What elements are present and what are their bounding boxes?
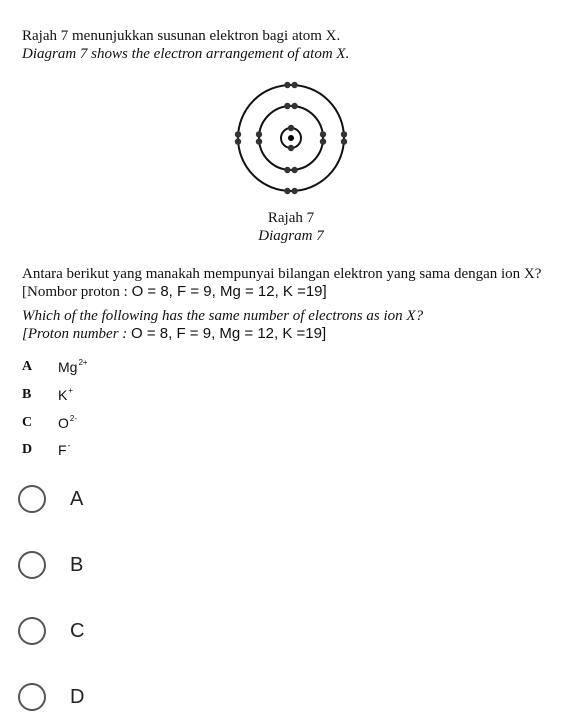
option-species: $Mg^{2+}$ bbox=[58, 358, 88, 375]
option-species: $O^{2-}$ bbox=[58, 414, 78, 431]
radio-button-icon[interactable] bbox=[18, 617, 46, 645]
option-species: F- bbox=[58, 441, 71, 458]
radio-button-icon[interactable] bbox=[18, 551, 46, 579]
choice-label: A bbox=[70, 488, 84, 510]
diagram-caption-malay: Rajah 7 bbox=[267, 210, 315, 226]
radio-button-icon[interactable] bbox=[18, 683, 46, 711]
option-species: K+ bbox=[58, 386, 74, 403]
choice-d[interactable] bbox=[18, 680, 318, 720]
electron bbox=[320, 131, 326, 137]
electron bbox=[320, 138, 326, 144]
question-malay: Antara berikut yang manakah mempunyai bilangan elektron yang sama dengan ion X? bbox=[22, 266, 542, 282]
question-english: Which of the following has the same number of electrons as ion X? bbox=[22, 308, 424, 324]
intro-line-malay: Rajah 7 menunjukkan susunan elektron bagi atom X. bbox=[22, 28, 341, 44]
proton-numbers-english: [Proton number : O = 8, F = 9, Mg = 12, K =19] bbox=[22, 325, 327, 342]
electron bbox=[284, 82, 290, 88]
diagram-caption-english: Diagram 7 bbox=[258, 228, 324, 244]
radio-button-icon[interactable] bbox=[18, 485, 46, 513]
electron bbox=[284, 188, 290, 194]
choice-c[interactable] bbox=[18, 614, 318, 654]
option-letter: A bbox=[22, 359, 33, 374]
electron bbox=[288, 145, 294, 151]
option-letter: D bbox=[22, 442, 33, 457]
proton-numbers-malay: [Nombor proton : O = 8, F = 9, Mg = 12, K =19] bbox=[22, 283, 327, 300]
choice-a[interactable] bbox=[18, 482, 318, 522]
electron bbox=[341, 138, 347, 144]
electron bbox=[256, 131, 262, 137]
electron bbox=[291, 188, 297, 194]
electron bbox=[291, 82, 297, 88]
choice-b[interactable] bbox=[18, 548, 318, 588]
choice-label: D bbox=[70, 686, 85, 708]
choice-label: B bbox=[70, 554, 84, 576]
electron bbox=[291, 103, 297, 109]
option-letter: C bbox=[22, 415, 33, 430]
option-letter: B bbox=[22, 387, 32, 402]
electron bbox=[284, 103, 290, 109]
electron bbox=[235, 138, 241, 144]
electron bbox=[284, 167, 290, 173]
choice-label: C bbox=[70, 620, 85, 642]
electron-arrangement-diagram bbox=[229, 72, 353, 196]
intro-line-english: Diagram 7 shows the electron arrangement of atom X. bbox=[22, 46, 350, 62]
electron bbox=[256, 138, 262, 144]
electron bbox=[291, 167, 297, 173]
nucleus bbox=[288, 135, 294, 141]
electron bbox=[288, 125, 294, 131]
electron bbox=[341, 131, 347, 137]
electron bbox=[235, 131, 241, 137]
